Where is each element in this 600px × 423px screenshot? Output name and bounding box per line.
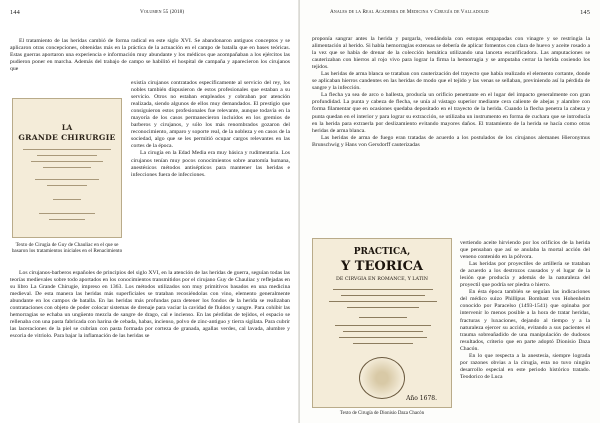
left-paragraph-1-cont: existía cirujanos contratados específicamente al servicio del rey, los nobles también dispusieron de estos profesionales que estaban a su servicio. Otros no estaban empleados y cobraban por atención realizada, siendo algunos de ellos muy demandados. El prestigio que consiguieron estos profesionales fue relevante, aunque todavía en la mayoría de los casos permanecieron incluidos en los gremios de barberos y cirujanos, y sólo los más renombrados gozaron del reconocimiento, amparo y soporte real, de la nobleza y en casos de la sociedad, algo que se les permitió ocupar cargos relevantes en las cortes de la época. La cirugía en la Edad Media era muy básica y rudimentaria. Los cirujanos tenían muy pocos conocimientos sobre anatomía humana, anestésicos métodos antisépticos para mantener las heridas e infecciones fuera de infecciones.	[131, 80, 290, 178]
la-grande-chirurgie-image	[12, 98, 122, 238]
left-figure-caption: Texto de Cirugía de Guy de Chauliac en el que se basaron los tratamientos iniciales en el Renacimiento	[11, 242, 123, 255]
practica-y-teorica-image	[312, 238, 452, 408]
right-page	[300, 0, 600, 423]
right-paragraphs-wide: proponía sangrar antes la herida y purgarla, vendándola con estopas empapadas con vinagre y se restringía la alimentación al herido. Si había hemorragias extensas se debería de aplicar fomentos con clara de huevo y aceite rosado a la vez que se había de drenar de la colección hemática utilizando una lanceta escarificadora. Las amputaciones se cauterizaban con hierros al rojo vivo para lograr la firma la hemorragia y se amputaba cerrar la herida cosiendo los tejidos. Las heridas de arma blanca se trataban con cauterización del trayecto que había realizado el elemento cortante, donde se aplicaban hierros candentes en las heridas de modo que el tejido y las venas se sellaban, previniendo así la pérdida de sangre y la infección. La flecha ya sea de arco o ballesta, producía un orificio penetrante en el lugar del impacto generalmente con gran profundidad. La punta y cabeza de flecha, se unía al vástago superior mediante cera caliente de abejas y alambre con forma filamentar que en ocasiones quedaba depositado en el trayecto de la herida. Cuando la flecha penetra la cabeza y punta quedan en el interior y para lograr su extracción, se utilizaba un instrumento en forma de cuchara que se introducía en la herida para extraerla por deslizamiento evitando mayores daños. El tratamiento de la herida se hacía como otras heridas de arma blanca. Las heridas de arma de fuego eran tratadas de acuerdo a los postulados de los cirujanos alemanes Hieronymus Brunschwig y Hans von Gersdorff cauterizadas	[312, 36, 590, 148]
title-page-year: Año 1678.	[406, 395, 437, 402]
cover-title-la: LA	[61, 123, 73, 132]
left-paragraph-1: El tratamiento de las heridas cambió de forma radical en este siglo XVI. Se abandonaron antiguos conceptos y se aplicaron otras concepciones, obtenidas más en la práctica de la actuación en el campo de batalla que en bases teóricas. Estas guerras aportaron una experiencia e información muy abundante y los médicos que acompañaban a los ejércitos las pudieron poner en marcha. Además del trabajo de campo se habilitó el hospital de campaña y aparecieron los cirujanos que	[10, 38, 290, 73]
left-paragraph-3: Los cirujanos-barberos españoles de principios del siglo XVI, en la atención de las heridas de guerra, seguían todas las teorías medievales sobre todo aportados en los conocimientos transmitidos por el cirujano Guy de Chauliac y reflejadas en su libro La Grande Chirugie, impreso en 1363. Los métodos utilizados son muy primitivos basados en una medicina medieval. De esta manera las heridas más superficiales se trataban recosiéndolas con vino, elemento generalmente abundante en los campos de batalla. En las heridas más profundas para detener los fondos de la herida se realizaban contrataciones con objeto de poder colocar sistemas de drenaje para vaciar la cavidad de fluidos y sangre. Para cohibir las hemorragias se echaba un ungüento mezcla de sangre de drago, cal e incienso. En las pérdidas de tejidos, el espacio se rellenaba con una pasta fabricada con harina de cebada, habas, incienso, polvo de zinc-antiguo y tierra sigilata. Para cubrir las laceraciones de la piel se cubrían con pasta formada por corteza de granada, agallas verdes, cal lavada, alumbre y escoria de vitriolo. Para bajar la inflamación de las heridas se	[10, 270, 290, 340]
right-figure-caption: Texto de Cirugía de Dionisio Daza Chacón	[339, 411, 425, 416]
title-page-emblem-icon	[359, 357, 405, 399]
running-head-left: Volumen 55 (2018)	[140, 9, 185, 15]
cover-title-main: GRANDE CHIRURGIE	[18, 133, 116, 142]
page-number-left: 144	[10, 9, 20, 16]
running-head-right: Anales de la Real Academia de Medicina y Cirugía de Valladolid	[330, 9, 489, 15]
right-paragraphs-narrow: vertiendo aceite hirviendo por los orificios de la herida que pensaban que así se anulaba la mortal acción del veneno contenido en la pólvora. Las heridas por proyectiles de artillería se trataban de acuerdo a los destrozos causados y el lugar de la lesión que producía y además de la naturaleza del proyectil que podría ser piedra o hierro. En ésta época también se seguían las indicaciones del médico suizo Phillipus Bombast von Hohenheim conocido por Paracelso (1493-1541) que opinaba por intervenir lo menos posible a la hora de tratar heridas, fracturas y luxaciones, dejando al tiempo y a la naturaleza ejercer su acción, evitando a sus pacientes el trauma sobreañadido de una manipulación de dudosos resultados, criterio que en parte adoptó Dionisio Daza Chacón. En lo que respecta a la anestesia, siempre lograda por razones obvias a la cirugía, esta no tuvo ningún desarrollo especial en este periodo histórico tratado. Teodorico de Luca	[460, 240, 590, 380]
page-number-right: 145	[580, 9, 590, 16]
title-page-line-1: PRACTICA,	[353, 247, 411, 257]
title-page-line-2: Y TEORICA	[340, 259, 424, 274]
title-page-subtitle: DE CIRVGIA EN ROMANCE, Y LATIN	[336, 277, 428, 282]
